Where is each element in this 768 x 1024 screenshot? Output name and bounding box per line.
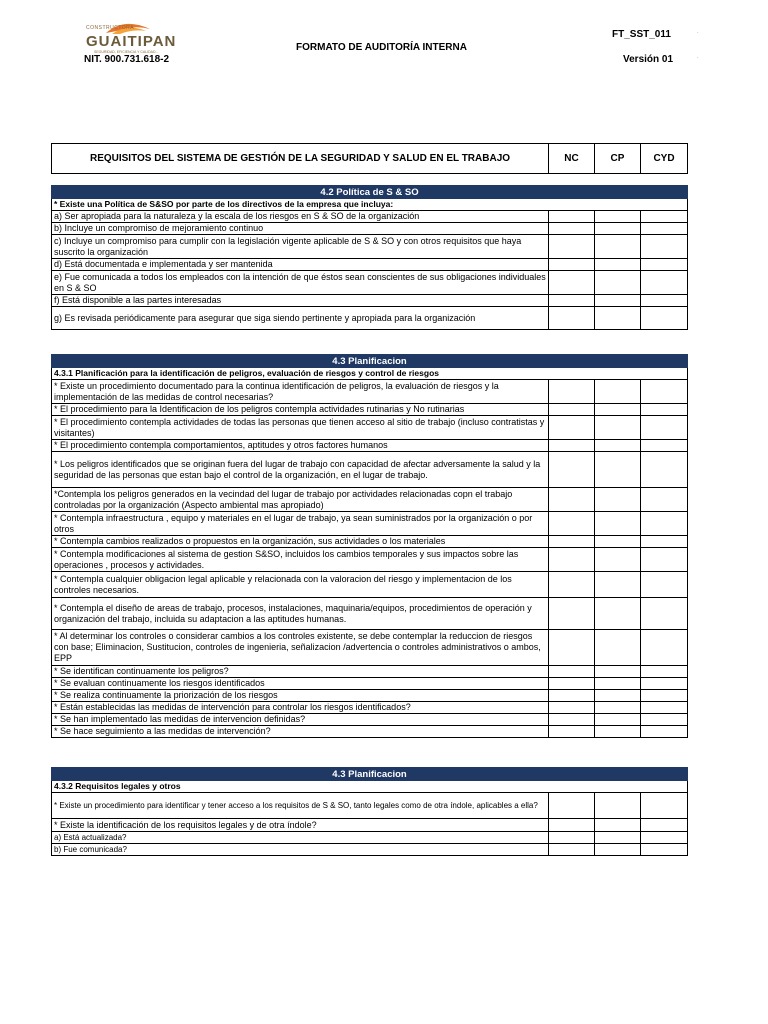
margin-dot: .	[697, 29, 699, 35]
section-title: 4.2 Política de S & SO	[52, 186, 688, 199]
section-title: 4.3 Planificacion	[52, 768, 688, 781]
requirement-text: b) Incluye un compromiso de mejoramiento continuo	[52, 223, 549, 235]
requirement-text: f) Está disponible a las partes interesadas	[52, 295, 549, 307]
requirement-text: e) Fue comunicada a todos los empleados con la intención de que éstos sean conscientes de sus obligaciones individuales en S & SO	[52, 271, 549, 295]
requirement-text: a) Está actualizada?	[52, 832, 549, 844]
cp-cell[interactable]	[595, 630, 641, 666]
cyd-cell[interactable]	[641, 488, 688, 512]
nc-cell[interactable]	[549, 440, 595, 452]
requirement-text: * El procedimiento contempla comportamientos, aptitudes y otros factores humanos	[52, 440, 549, 452]
nc-cell[interactable]	[549, 211, 595, 223]
cp-cell[interactable]	[595, 440, 641, 452]
cp-cell[interactable]	[595, 844, 641, 856]
nc-cell[interactable]	[549, 714, 595, 726]
section-subtitle: 4.3.1 Planificación para la identificación de peligros, evaluación de riesgos y control de riesgos	[52, 368, 688, 380]
document-version: Versión 01	[623, 54, 674, 65]
cp-cell[interactable]	[595, 235, 641, 259]
cyd-cell[interactable]	[641, 416, 688, 440]
requirement-text: d) Está documentada e implementada y ser mantenida	[52, 259, 549, 271]
cp-cell[interactable]	[595, 223, 641, 235]
nc-cell[interactable]	[549, 548, 595, 572]
cyd-cell[interactable]	[641, 793, 688, 819]
nc-cell[interactable]	[549, 844, 595, 856]
cyd-cell[interactable]	[641, 832, 688, 844]
cyd-cell[interactable]	[641, 666, 688, 678]
section-politica	[51, 185, 687, 330]
requirement-text: * Existe la identificación de los requisitos legales y de otra índole?	[52, 819, 549, 832]
nc-cell[interactable]	[549, 678, 595, 690]
cp-cell[interactable]	[595, 548, 641, 572]
requirement-text: * El procedimiento contempla actividades de todas las personas que tienen acceso al sitio de trabajo (incluso contratistas y visitantes)	[52, 416, 549, 440]
requirement-text: a) Ser apropiada para la naturaleza y la escala de los riesgos en S & SO de la organización	[52, 211, 549, 223]
nc-cell[interactable]	[549, 307, 595, 330]
nc-cell[interactable]	[549, 271, 595, 295]
nc-cell[interactable]	[549, 295, 595, 307]
cyd-cell[interactable]	[641, 598, 688, 630]
requirement-text: * Existe un procedimiento para identificar y tener acceso a los requisitos de S & SO, tanto legales como de otra índole, aplicables a ella?	[52, 793, 549, 819]
cyd-cell[interactable]	[641, 295, 688, 307]
cp-cell[interactable]	[595, 832, 641, 844]
cyd-cell[interactable]	[641, 844, 688, 856]
cyd-cell[interactable]	[641, 819, 688, 832]
cp-cell[interactable]	[595, 690, 641, 702]
cyd-cell[interactable]	[641, 572, 688, 598]
requirements-title: REQUISITOS DEL SISTEMA DE GESTIÓN DE LA SEGURIDAD Y SALUD EN EL TRABAJO	[52, 144, 549, 174]
requirement-text: * Se evaluan continuamente los riesgos identificados	[52, 678, 549, 690]
cyd-cell[interactable]	[641, 235, 688, 259]
nc-cell[interactable]	[549, 512, 595, 536]
cyd-cell[interactable]	[641, 259, 688, 271]
requirement-text: b) Fue comunicada?	[52, 844, 549, 856]
column-cp: CP	[595, 144, 641, 174]
nc-cell[interactable]	[549, 819, 595, 832]
cyd-cell[interactable]	[641, 452, 688, 488]
section-planificacion-peligros	[51, 354, 687, 738]
cyd-cell[interactable]	[641, 690, 688, 702]
cyd-cell[interactable]	[641, 512, 688, 536]
requirement-text: * Se realiza continuamente la priorización de los riesgos	[52, 690, 549, 702]
cp-cell[interactable]	[595, 271, 641, 295]
nc-cell[interactable]	[549, 702, 595, 714]
cp-cell[interactable]	[595, 702, 641, 714]
cp-cell[interactable]	[595, 714, 641, 726]
column-cyd: CYD	[641, 144, 688, 174]
nc-cell[interactable]	[549, 380, 595, 404]
cyd-cell[interactable]	[641, 702, 688, 714]
cyd-cell[interactable]	[641, 536, 688, 548]
requirement-text: * Contempla modificaciones al sistema de gestion S&SO, incluidos los cambios temporales y sus impactos sobre las operaciones , procesos y actividades.	[52, 548, 549, 572]
requirement-text: *Contempla los peligros generados en la vecindad del lugar de trabajo por actividades relacionadas copn el trabajo controladas por la organización (Aspecto ambiental mas apropiado)	[52, 488, 549, 512]
section-subtitle: * Existe una Política de S&SO por parte de los directivos de la empresa que incluya:	[52, 199, 688, 211]
cp-cell[interactable]	[595, 452, 641, 488]
cp-cell[interactable]	[595, 512, 641, 536]
nc-cell[interactable]	[549, 416, 595, 440]
logo-company-text: CONSTRUCTORA	[86, 25, 135, 31]
requirement-text: * Se hace seguimiento a las medidas de intervención?	[52, 726, 549, 738]
cp-cell[interactable]	[595, 726, 641, 738]
cp-cell[interactable]	[595, 819, 641, 832]
nc-cell[interactable]	[549, 452, 595, 488]
cp-cell[interactable]	[595, 380, 641, 404]
column-nc: NC	[549, 144, 595, 174]
nc-cell[interactable]	[549, 793, 595, 819]
nc-cell[interactable]	[549, 223, 595, 235]
nit-number: NIT. 900.731.618-2	[84, 54, 170, 65]
cyd-cell[interactable]	[641, 211, 688, 223]
cyd-cell[interactable]	[641, 271, 688, 295]
nc-cell[interactable]	[549, 404, 595, 416]
requirement-text: * Los peligros identificados que se originan fuera del lugar de trabajo con capacidad de afectar adversamente la salud y la seguridad de las personas que estan bajo el control de la organización, en el lugar de trabajo.	[52, 452, 549, 488]
requirement-text: * Se han implementado las medidas de intervencion definidas?	[52, 714, 549, 726]
cyd-cell[interactable]	[641, 380, 688, 404]
nc-cell[interactable]	[549, 666, 595, 678]
logo-tagline-text: SEGURIDAD, EFICIENCIA Y CALIDAD...	[94, 50, 159, 54]
cp-cell[interactable]	[595, 678, 641, 690]
cyd-cell[interactable]	[641, 678, 688, 690]
section-subtitle: 4.3.2 Requisitos legales y otros	[52, 781, 688, 793]
cp-cell[interactable]	[595, 488, 641, 512]
requirement-text: * Contempla cambios realizados o propuestos en la organización, sus actividades o los materiales	[52, 536, 549, 548]
nc-cell[interactable]	[549, 690, 595, 702]
nc-cell[interactable]	[549, 832, 595, 844]
nc-cell[interactable]	[549, 536, 595, 548]
requirement-text: c) Incluye un compromiso para cumplir con la legislación vigente aplicable de S & SO y con otros requisitos que haya suscrito la organización	[52, 235, 549, 259]
cp-cell[interactable]	[595, 666, 641, 678]
requirement-text: * Contempla el diseño de areas de trabajo, procesos, instalaciones, maquinaria/equipos, procedimientos de operación y organización del trabajo, incluida su adaptacion a las aptitudes humanas.	[52, 598, 549, 630]
cyd-cell[interactable]	[641, 404, 688, 416]
cyd-cell[interactable]	[641, 630, 688, 666]
document-title: FORMATO DE AUDITORÍA INTERNA	[296, 42, 467, 53]
logo-name-text: GUAITIPAN	[86, 33, 177, 50]
requirement-text: * Al determinar los controles o considerar cambios a los controles existente, se debe contemplar la reduccion de riesgos con base; Eliminacion, Sustitucion, controles de ingenieria, señalizacion /advertencia o controles administrativos o ambos, EPP	[52, 630, 549, 666]
nc-cell[interactable]	[549, 630, 595, 666]
cp-cell[interactable]	[595, 416, 641, 440]
nc-cell[interactable]	[549, 572, 595, 598]
cp-cell[interactable]	[595, 598, 641, 630]
nc-cell[interactable]	[549, 488, 595, 512]
cp-cell[interactable]	[595, 259, 641, 271]
cp-cell[interactable]	[595, 295, 641, 307]
section-title: 4.3 Planificacion	[52, 355, 688, 368]
cyd-cell[interactable]	[641, 726, 688, 738]
requirement-text: g) Es revisada periódicamente para asegurar que siga siendo pertinente y apropiada para la organización	[52, 307, 549, 330]
requirement-text: * Contempla infraestructura , equipo y materiales en el lugar de trabajo, ya sean suministrados por la organización o por otros	[52, 512, 549, 536]
requirement-text: * El procedimiento para la Identificacion de los peligros contempla actividades rutinarias y No rutinarias	[52, 404, 549, 416]
cp-cell[interactable]	[595, 211, 641, 223]
nc-cell[interactable]	[549, 726, 595, 738]
requirement-text: * Están establecidas las medidas de intervención para controlar los riesgos identificados?	[52, 702, 549, 714]
cyd-cell[interactable]	[641, 223, 688, 235]
cp-cell[interactable]	[595, 536, 641, 548]
cp-cell[interactable]	[595, 404, 641, 416]
cp-cell[interactable]	[595, 572, 641, 598]
nc-cell[interactable]	[549, 235, 595, 259]
requirement-text: * Se identifican continuamente los peligros?	[52, 666, 549, 678]
document-header	[0, 0, 768, 80]
requirements-header-table	[51, 143, 688, 174]
nc-cell[interactable]	[549, 259, 595, 271]
requirement-text: * Existe un procedimiento documentado para la continua identificación de peligros, la evaluación de riesgos y la implementación de las medidas de control necesarias?	[52, 380, 549, 404]
cyd-cell[interactable]	[641, 440, 688, 452]
cp-cell[interactable]	[595, 793, 641, 819]
cyd-cell[interactable]	[641, 307, 688, 330]
section-requisitos-legales	[51, 767, 687, 856]
nc-cell[interactable]	[549, 598, 595, 630]
cyd-cell[interactable]	[641, 548, 688, 572]
requirement-text: * Contempla cualquier obligacion legal aplicable y relacionada con la valoracion del riesgo y implementacion de los controles necesarios.	[52, 572, 549, 598]
cp-cell[interactable]	[595, 307, 641, 330]
cyd-cell[interactable]	[641, 714, 688, 726]
margin-dot: .	[697, 54, 699, 60]
document-code: FT_SST_011	[612, 29, 671, 40]
